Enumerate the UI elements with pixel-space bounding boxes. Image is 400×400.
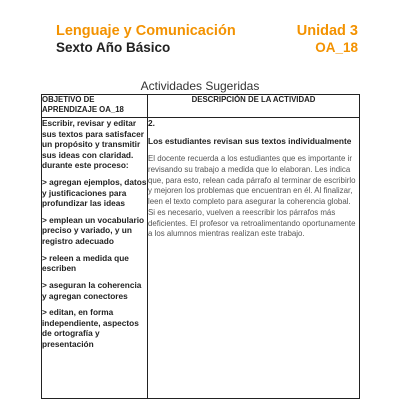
- objective-cell: [42, 118, 148, 399]
- activity-number: 2.: [148, 118, 155, 128]
- objective-intro: Escribir, revisar y editar sus textos para satisfacer un propósito y transmitir sus ideas con claridad. durante este proceso:: [42, 118, 144, 171]
- activity-description: El docente recuerda a los estudiantes que es importante ir revisando su trabajo a medida que lo elaboran. Les indica que, para esto, relean cada párrafo al terminar de escribirlo y mejoren los problemas que encuentran en él. Al finalizar, leen el texto completo para asegurar la coherencia global. Si es necesario, vuelven a reescribir los párrafos más deficientes. El profesor va retroalimentando oportunamente a los alumnos mientras realizan este trabajo.: [148, 154, 356, 239]
- objective-item: > editan, en forma independiente, aspectos de ortografía y presentación: [42, 307, 139, 349]
- objective-item: > aseguran la coherencia y agregan conectores: [42, 279, 142, 301]
- unit-label: Unidad 3: [296, 23, 358, 39]
- objective-column-header: OBJETIVO DE APRENDIZAJE OA_18: [42, 95, 148, 118]
- objective-item: > releen a medida que escriben: [42, 252, 129, 274]
- table-row: [42, 118, 360, 399]
- description-column-header: DESCRIPCIÓN DE LA ACTIVIDAD: [148, 95, 360, 118]
- learning-objective-code: OA_18: [315, 39, 358, 55]
- grade-level: Sexto Año Básico: [56, 39, 171, 55]
- objective-item: > emplean un vocabulario preciso y variado, y un registro adecuado: [42, 214, 145, 247]
- table-header-row: [42, 95, 360, 118]
- document-header-left: [56, 24, 236, 54]
- activity-title: Los estudiantes revisan sus textos individualmente: [148, 136, 352, 146]
- page-title: Actividades Sugeridas: [140, 79, 260, 93]
- subject-title: Lenguaje y Comunicación: [56, 23, 236, 39]
- objective-item: > agregan ejemplos, datos y justificaciones para profundizar las ideas: [42, 177, 147, 209]
- activity-cell: [148, 118, 360, 399]
- document-header-right: [297, 24, 358, 54]
- activity-table: [41, 94, 360, 399]
